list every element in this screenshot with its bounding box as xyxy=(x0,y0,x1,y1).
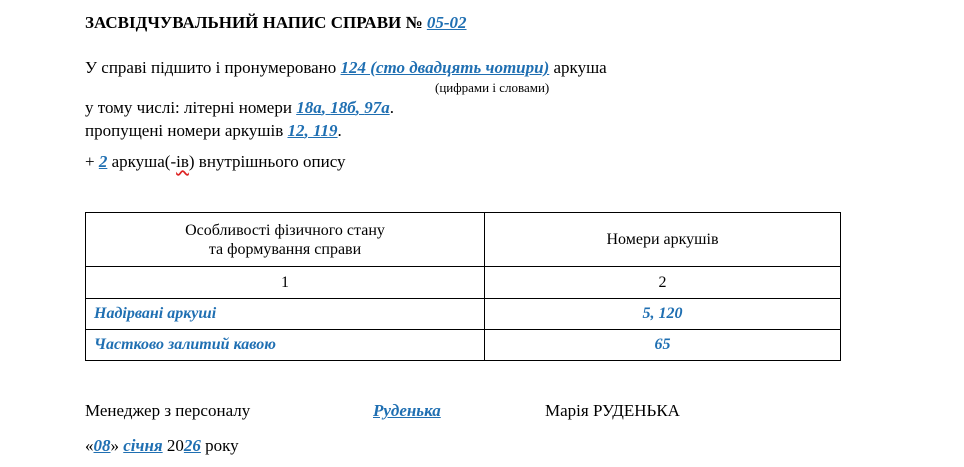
plus-sign: + xyxy=(85,152,95,171)
date-day: 08 xyxy=(93,436,111,455)
column-number-1: 1 xyxy=(86,267,485,299)
signing-date xyxy=(85,436,239,456)
header-features-line-1: Особливості фізичного стану xyxy=(185,221,385,239)
header-features xyxy=(86,213,485,267)
header-features-line-2: та формування справи xyxy=(208,240,362,258)
inner-inventory-word: аркуша(- xyxy=(111,152,177,171)
date-year-prefix: 20 xyxy=(166,436,184,455)
case-number: 05-02 xyxy=(426,13,467,32)
signature: Руденька xyxy=(373,401,441,420)
date-year-suffix: 26 xyxy=(183,436,201,455)
letter-number-sep-2: , xyxy=(355,98,365,117)
missing-numbers-prefix: пропущені номери аркушів xyxy=(85,121,284,140)
table-row xyxy=(86,299,841,330)
date-quote-close: » xyxy=(110,436,119,455)
letter-numbers-prefix: у тому числі: літерні номери xyxy=(85,98,292,117)
letter-number-2: 18б xyxy=(330,98,356,117)
sheet-count-prefix: У справі підшито і пронумеровано xyxy=(85,58,337,77)
sheet-count-suffix: аркуша xyxy=(553,58,607,77)
document-title xyxy=(85,13,467,33)
missing-number-2: 119 xyxy=(312,121,338,140)
letter-number-sep-1: , xyxy=(321,98,331,117)
signer-name: Марія РУДЕНЬКА xyxy=(545,401,680,420)
signer-position: Менеджер з персоналу xyxy=(85,401,251,420)
spellcheck-marked-text: ів xyxy=(176,152,189,171)
column-number-2: 2 xyxy=(485,267,841,299)
letter-number-3: 97а xyxy=(364,98,390,117)
sheet-count-value: 124 (сто двадцять чотири) xyxy=(340,58,550,77)
letter-numbers-line xyxy=(85,98,394,118)
inner-inventory-line xyxy=(85,152,346,172)
date-quote-open: « xyxy=(85,436,94,455)
sheet-count-line xyxy=(85,58,607,78)
letter-number-1: 18а xyxy=(296,98,322,117)
row-feature: Надірвані аркуші xyxy=(86,299,485,330)
missing-numbers-suffix: . xyxy=(337,121,342,140)
missing-number-1: 12 xyxy=(287,121,305,140)
physical-state-table xyxy=(85,212,841,361)
table-row xyxy=(86,330,841,361)
date-suffix: року xyxy=(205,436,239,455)
row-sheets: 65 xyxy=(485,330,841,361)
missing-number-sep: , xyxy=(304,121,313,140)
missing-numbers-line xyxy=(85,121,342,141)
inner-inventory-suffix: ) внутрішнього опису xyxy=(188,152,346,171)
table-number-row xyxy=(86,267,841,299)
table-header-row xyxy=(86,213,841,267)
row-sheets: 5, 120 xyxy=(485,299,841,330)
row-feature: Частково залитий кавою xyxy=(86,330,485,361)
sheet-count-hint: (цифрами і словами) xyxy=(435,80,550,95)
inner-inventory-count: 2 xyxy=(98,152,108,171)
date-month: січня xyxy=(123,436,163,455)
title-text: ЗАСВІДЧУВАЛЬНИЙ НАПИС СПРАВИ № xyxy=(85,13,423,32)
letter-numbers-suffix: . xyxy=(389,98,394,117)
header-sheet-numbers: Номери аркушів xyxy=(485,213,841,267)
